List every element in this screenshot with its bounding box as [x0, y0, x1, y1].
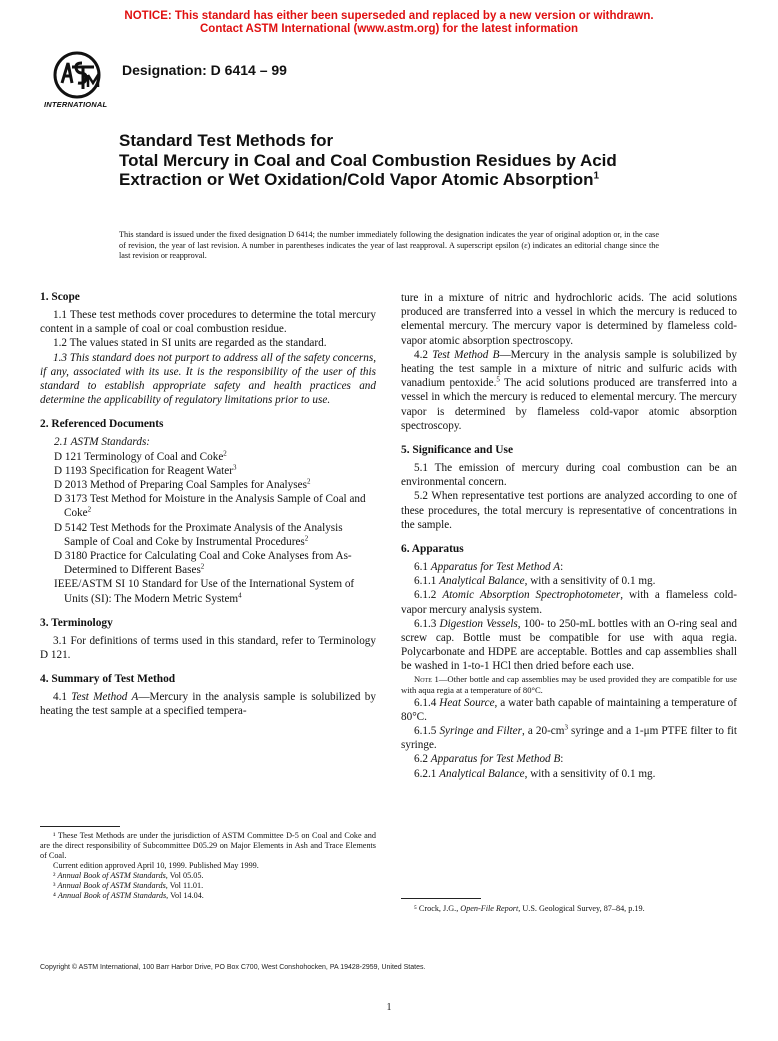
note-1 — [401, 674, 737, 696]
paragraph-4-2-text: —Mercury in the analysis sample is solubilized by heating the test sample in a mixture of nitric and sulfuric acids with vanadium pentoxide. — [401, 348, 737, 390]
reference-item — [40, 549, 376, 577]
footnote-source: Annual Book of ASTM Standards — [57, 871, 166, 880]
paragraph-3-1: 3.1 For definitions of terms used in this standard, refer to Terminology D 121. — [40, 634, 376, 662]
paragraph-5-2: 5.2 When representative test portions are analyzed according to one of these procedures, the total mercury is representative of concentrations in the sample. — [401, 490, 737, 531]
footnote-1: ¹ These Test Methods are under the jurisdiction of ASTM Committee D-5 on Coal and Coke and are the direct responsibility of Subcommittee D05.29 on Major Elements in Ash and Trace Elements of Coal. — [40, 831, 376, 860]
paragraph-number: 6.1.1 — [414, 575, 437, 588]
note-text: 1—Other bottle and cap assemblies may be used provided they are compatible for use with aqua regia at a temperature of 80°C. — [401, 673, 737, 695]
section-heading-significance: 5. Significance and Use — [401, 444, 514, 457]
reference-item — [40, 464, 376, 478]
footnote-4 — [40, 891, 376, 901]
footnote-mark: ³ — [53, 881, 56, 890]
paragraph-1-3 — [40, 351, 376, 408]
reference-footnote-mark: 2 — [306, 477, 311, 486]
reference-footnote-mark: 4 — [238, 590, 242, 599]
item-label: Heat Source — [439, 696, 495, 709]
reference-footnote-mark: 2 — [304, 534, 309, 543]
reference-text: IEEE/ASTM SI 10 Standard for Use of the International System of Units (SI): The Modern Metric System — [54, 578, 355, 605]
astm-standards-label-text: 2.1 ASTM Standards: — [54, 436, 151, 449]
item-label: Syringe and Filter — [439, 725, 522, 738]
left-column — [40, 290, 376, 719]
item-text: , a 20-cm — [522, 725, 565, 738]
reference-item — [40, 492, 376, 520]
item-label: Apparatus for Test Method B — [430, 753, 561, 766]
paragraph-4-2 — [401, 348, 737, 433]
paragraph-4-2-text-b: The acid solutions produced are transferred into a vessel in which the mercury is reduced to elemental mercury. The mercury vapor is determined by flameless cold-vapor atomic absorption spectroscopy. — [401, 377, 737, 432]
paragraph-number: 4.1 — [53, 691, 67, 704]
footnote-source: Annual Book of ASTM Standards — [57, 881, 166, 890]
safety-statement: 1.3 This standard does not purport to address all of the safety concerns, if any, associated with its use. It is the responsibility of the user of this standard to establish appropriate safety and health practices and determine the applicability of regulatory limitations prior to use. — [40, 351, 376, 407]
section-heading-terminology: 3. Terminology — [40, 616, 113, 629]
item-text: , with a sensitivity of 0.1 mg. — [524, 767, 656, 780]
reference-text: D 1193 Specification for Reagent Water — [54, 464, 233, 477]
paragraph-number: 6.1 — [414, 561, 428, 574]
section-heading-apparatus: 6. Apparatus — [401, 543, 464, 556]
footnote-details: , U.S. Geological Survey, 87–84, p.19. — [518, 904, 645, 913]
footnote-volume: , Vol 14.04. — [166, 891, 204, 900]
footnote-author: Crock, J.G., — [416, 904, 461, 913]
footnote-volume: , Vol 05.05. — [165, 871, 204, 880]
item-text-b: syringe and a 1-μm PTFE filter to fit syringe. — [401, 725, 738, 752]
reference-text: D 121 Terminology of Coal and Coke — [54, 450, 224, 463]
reference-footnote-mark: 2 — [223, 448, 227, 457]
section-heading-referenced-documents: 2. Referenced Documents — [40, 418, 164, 431]
footnote-2 — [40, 871, 376, 881]
item-text: : — [560, 561, 564, 574]
page-number: 1 — [386, 1002, 392, 1013]
footnote-volume: , Vol 11.01. — [165, 881, 204, 890]
reference-item — [40, 450, 376, 464]
designation: Designation: D 6414 – 99 — [122, 62, 287, 78]
footnote-source: Annual Book of ASTM Standards — [57, 891, 167, 900]
title-footnote-mark: 1 — [593, 170, 600, 182]
footnote-5 — [401, 904, 737, 914]
footnote-source: Open-File Report — [460, 904, 519, 913]
method-a-label: Test Method A — [71, 691, 139, 704]
notice-line-2: Contact ASTM International (www.astm.org) for the latest information — [199, 23, 579, 35]
paragraph-number: 6.1.4 — [414, 696, 437, 709]
item-label: Atomic Absorption Spectrophotometer — [442, 589, 621, 602]
item-text: , 100- to 250-mL bottles with an O-ring seal and screw cap. Bottle must be compatible for use with aqua regia. Polycarbonate and HDPE are acceptable. Bottles and cap assemblies shall be washed in 1-to-1 HCl then dried before each use. — [401, 617, 738, 673]
preface-text: This standard is issued under the fixed designation D 6414; the number immediately following the designation indicates the year of original adoption or, in the case of revision, the year of last revision. A number in parentheses indicates the year of last reapproval. A superscript epsilon (ε) indicates an editorial change since the last revision or reapproval. — [119, 230, 659, 260]
reference-item — [40, 521, 376, 549]
item-label: Analytical Balance — [439, 575, 525, 588]
item-text: , with a flameless cold-vapor mercury analysis system. — [401, 589, 738, 616]
right-column — [401, 291, 737, 781]
footnote-mark: ⁵ — [414, 904, 417, 913]
paragraph-6-1-4 — [401, 696, 737, 724]
reference-item — [40, 478, 376, 492]
paragraph-4-1-text: —Mercury in the analysis sample is solubilized by heating the test sample at a specified tempera- — [40, 691, 376, 718]
paragraph-4-1 — [40, 690, 376, 718]
item-label: Analytical Balance — [439, 767, 525, 780]
footnote-mark: ² — [53, 871, 56, 880]
paragraph-6-2-1 — [401, 767, 737, 781]
reference-text: D 5142 Test Methods for the Proximate Analysis of the Analysis Sample of Coal and Coke by Instrumental Procedures — [54, 521, 343, 548]
footnote-divider — [40, 826, 120, 827]
paragraph-6-1-5 — [401, 724, 737, 752]
paragraph-6-1-3 — [401, 617, 737, 674]
paragraph-6-1-2 — [401, 588, 737, 616]
paragraph-6-2 — [401, 752, 737, 766]
logo-text: INTERNATIONAL — [44, 100, 108, 109]
reference-item — [40, 577, 376, 605]
footnote-mark: 5 — [496, 375, 500, 384]
superscript: 3 — [564, 723, 568, 732]
item-text: , with a sensitivity of 0.1 mg. — [524, 575, 656, 588]
method-b-label: Test Method B — [432, 348, 500, 361]
footnote-mark: ⁴ — [53, 891, 56, 900]
paragraph-number: 4.2 — [414, 348, 428, 361]
astm-logo-icon — [42, 49, 112, 111]
document-title — [119, 131, 679, 189]
reference-text: D 2013 Method of Preparing Coal Samples for Analyses — [54, 479, 307, 492]
notice-line-1: NOTICE: This standard has either been superseded and replaced by a new version or withdrawn. — [124, 10, 654, 22]
paragraph-5-1: 5.1 The emission of mercury during coal combustion can be an environmental concern. — [401, 462, 737, 489]
paragraph-number: 6.1.3 — [414, 617, 437, 630]
withdrawal-notice — [0, 10, 778, 36]
reference-footnote-mark: 2 — [87, 505, 92, 514]
left-footnotes — [40, 831, 376, 901]
title-line-2: Total Mercury in Coal and Coal Combustion Residues by Acid Extraction or Wet Oxidation/Cold Vapor Atomic Absorption — [119, 151, 617, 189]
copyright-line: Copyright © ASTM International, 100 Barr Harbor Drive, PO Box C700, West Conshohocken, PA 19428-2959, United States. — [40, 964, 426, 971]
paragraph-4-1-continued — [401, 291, 737, 348]
paragraph-1-1: 1.1 These test methods cover procedures to determine the total mercury content in a sample of coal or coal combustion residue. — [40, 309, 376, 336]
item-label: Digestion Vessels — [439, 617, 518, 630]
title-line-1: Standard Test Methods for — [119, 131, 334, 150]
item-text: , a water bath capable of maintaining a temperature of 80°C. — [401, 696, 737, 723]
reference-footnote-mark: 2 — [200, 562, 205, 571]
footnote-3 — [40, 881, 376, 891]
astm-standards-label — [40, 435, 376, 449]
item-label: Apparatus for Test Method A — [430, 561, 561, 574]
footnote-1-edition: Current edition approved April 10, 1999. Published May 1999. — [53, 861, 259, 870]
item-text: : — [560, 753, 564, 766]
reference-text: D 3180 Practice for Calculating Coal and Coke Analyses from As-Determined to Different Bases — [54, 550, 352, 577]
section-heading-summary: 4. Summary of Test Method — [40, 673, 176, 686]
paragraph-number: 6.2.1 — [414, 767, 437, 780]
reference-text: D 3173 Test Method for Moisture in the Analysis Sample of Coal and Coke — [54, 493, 366, 520]
paragraph-number: 6.2 — [414, 753, 428, 766]
note-label: Note — [414, 673, 432, 684]
paragraph-number: 6.1.5 — [414, 725, 437, 738]
paragraph-6-1-1 — [401, 574, 737, 588]
paragraph-number: 6.1.2 — [414, 589, 437, 602]
paragraph-1-2: 1.2 The values stated in SI units are regarded as the standard. — [53, 337, 327, 350]
reference-footnote-mark: 3 — [232, 463, 237, 472]
section-heading-scope: 1. Scope — [40, 291, 80, 303]
paragraph-6-1 — [401, 560, 737, 574]
continuation-spacer: ture in a mixture of nitric and hydrochloric acids. The acid solutions produced are transferred into a vessel in which the mercury is reduced to elemental mercury. The mercury vapor is determined by flameless cold-vapor atomic absorption spectroscopy. — [401, 292, 737, 347]
footnote-divider — [401, 898, 481, 899]
